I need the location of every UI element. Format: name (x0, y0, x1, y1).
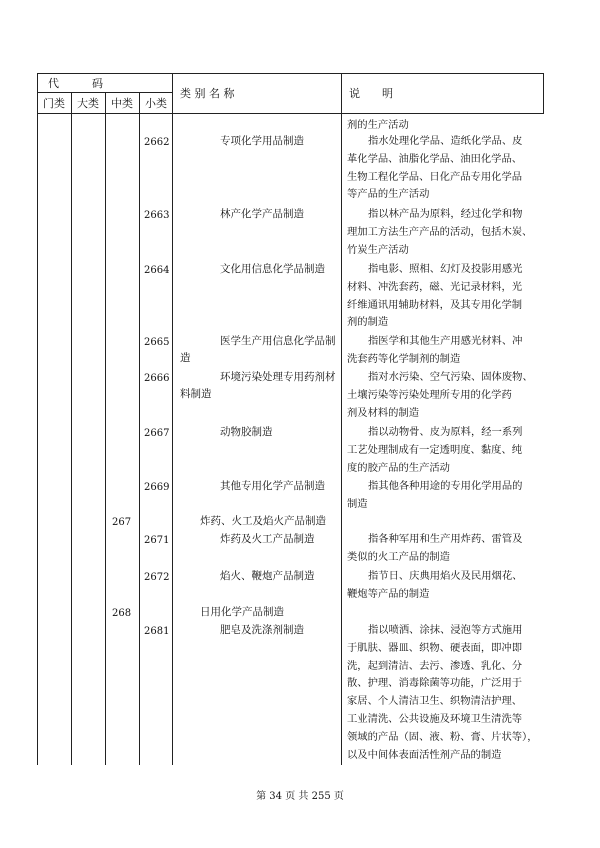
description-line: 制造 (347, 497, 368, 510)
footer-mid: 页 共 (285, 791, 309, 802)
description-line: 指以林产品为原料，经过化学和物 (368, 208, 523, 220)
category-name-zhong: 日用化学产品制造 (200, 606, 284, 618)
category-name: 动物胶制造 (220, 426, 273, 438)
category-name: 焰火、鞭炮产品制造 (220, 570, 315, 582)
code-xiao: 2666 (144, 373, 170, 384)
header-bottom-border (37, 113, 543, 114)
category-name: 医学生产用信息化学品制 (220, 335, 336, 347)
description-line: 剂及材料的制造 (347, 406, 420, 419)
code-xiao: 2681 (144, 626, 170, 637)
table-top-border (37, 73, 543, 74)
description (347, 133, 543, 204)
description-line: 指各种军用和生产用炸药、雷管及 (368, 533, 523, 545)
description-line: 指电影、照相、幻灯及投影用感光 (368, 263, 523, 275)
category-name-zhong: 炸药、火工及焰火产品制造 (200, 515, 326, 527)
col-border-xiao-name (172, 73, 173, 765)
header-col-zhong: 中类 (111, 97, 133, 110)
description-line: 竹炭生产活动 (347, 243, 409, 256)
description-line: 指医学和其他生产用感光材料、冲 (368, 335, 523, 347)
code-xiao: 2662 (144, 137, 170, 148)
col-border-right (543, 73, 544, 114)
footer-total-pages: 255 (311, 791, 331, 802)
description-line: 散、护理、消毒除菌等功能，广泛用于 (347, 677, 523, 690)
description-line: 指水处理化学品、造纸化学品、皮 (368, 135, 523, 147)
description (347, 206, 543, 259)
header-col-da: 大类 (77, 97, 99, 110)
description (347, 424, 543, 477)
category-name: 肥皂及洗涤剂制造 (220, 624, 304, 636)
description-line: 洗，起到清洁、去污、渗透、乳化、分 (347, 659, 523, 672)
description (347, 622, 543, 764)
description-line: 工艺处理制成有一定透明度、黏度、纯 (347, 443, 523, 456)
description-line: 类似的火工产品的制造 (347, 550, 450, 563)
description-line: 度的胶产品的生产活动 (347, 461, 450, 474)
category-name: 其他专用化学产品制造 (220, 480, 325, 492)
col-border-name-desc (341, 73, 342, 765)
category-name: 炸药及火工产品制造 (220, 533, 315, 545)
category-name: 料制造 (180, 388, 212, 400)
description-line: 剂的生产活动 (347, 119, 409, 131)
header-col-name: 类 别 名 称 (180, 87, 235, 100)
description-line: 等产品的生产活动 (347, 188, 430, 201)
category-name: 林产化学产品制造 (220, 208, 304, 220)
description (347, 261, 543, 332)
description-line: 指节日、庆典用焰火及民用烟花、 (368, 570, 523, 582)
code-zhong: 268 (112, 608, 132, 619)
category-name: 造 (180, 352, 191, 364)
header-col-men: 门类 (43, 97, 65, 110)
footer-page-number: 34 (269, 791, 283, 802)
col-border-left (37, 73, 38, 765)
category-name: 专项化学用品制造 (220, 135, 304, 147)
description (347, 369, 543, 422)
description-line: 领域的产品（固、液、粉、膏、片状等）， (347, 730, 538, 743)
code-zhong: 267 (112, 517, 132, 528)
description-line: 革化学品、油脂化学品、油田化学品、 (347, 152, 523, 165)
description-line: 以及中间体表面活性剂产品的制造 (347, 748, 502, 761)
description-line: 纤维通讯用辅助材料，及其专用化学制 (347, 298, 523, 311)
category-name: 文化用信息化学品制造 (220, 263, 325, 275)
description (347, 568, 543, 604)
description-line: 理加工方法生产产品的活动，包括木炭、 (347, 225, 533, 238)
description-line: 指其他各种用途的专用化学用品的 (368, 480, 523, 492)
description (347, 478, 543, 514)
code-xiao: 2664 (144, 265, 170, 276)
description-line: 生物工程化学品、日化产品专用化学品 (347, 170, 523, 183)
code-xiao: 2672 (144, 572, 170, 583)
col-border-men-da (71, 92, 72, 765)
description-line: 指以喷洒、涂抹、浸泡等方式施用 (368, 624, 523, 636)
description (347, 333, 543, 369)
description-line: 家居、个人清洁卫生、织物清洁护理、 (347, 695, 523, 708)
col-border-zhong-xiao (139, 92, 140, 765)
code-xiao: 2671 (144, 535, 170, 546)
description (347, 531, 543, 567)
header-col-desc: 说 明 (349, 87, 393, 100)
code-xiao: 2665 (144, 337, 170, 348)
description-line: 鞭炮等产品的制造 (347, 587, 430, 600)
description-line: 于肌肤、器皿、织物、硬表面，即冲即 (347, 641, 523, 654)
description-line: 材料、冲洗套药，磁、光记录材料，光 (347, 280, 523, 293)
description-line: 土壤污染等污染处理所专用的化学药 (347, 388, 512, 401)
description-line: 剂的制造 (347, 316, 389, 329)
footer-prefix: 第 (256, 791, 267, 802)
code-xiao: 2669 (144, 482, 170, 493)
description-line: 指对水污染、空气污染、固体废物、 (368, 371, 533, 383)
description-line: 指以动物骨、皮为原料，经一系列 (368, 426, 523, 438)
description-line: 洗套药等化学制剂的制造 (347, 352, 461, 365)
category-name: 环境污染处理专用药剂材 (220, 371, 336, 383)
header-code-label: 代 码 (48, 77, 103, 90)
code-xiao: 2667 (144, 428, 170, 439)
description-line: 工业清洗、公共设施及环境卫生清洗等 (347, 712, 523, 725)
code-xiao: 2663 (144, 210, 170, 221)
footer-suffix: 页 (333, 791, 344, 802)
col-border-da-zhong (105, 92, 106, 765)
header-col-xiao: 小类 (145, 97, 167, 110)
page-footer (0, 787, 600, 802)
